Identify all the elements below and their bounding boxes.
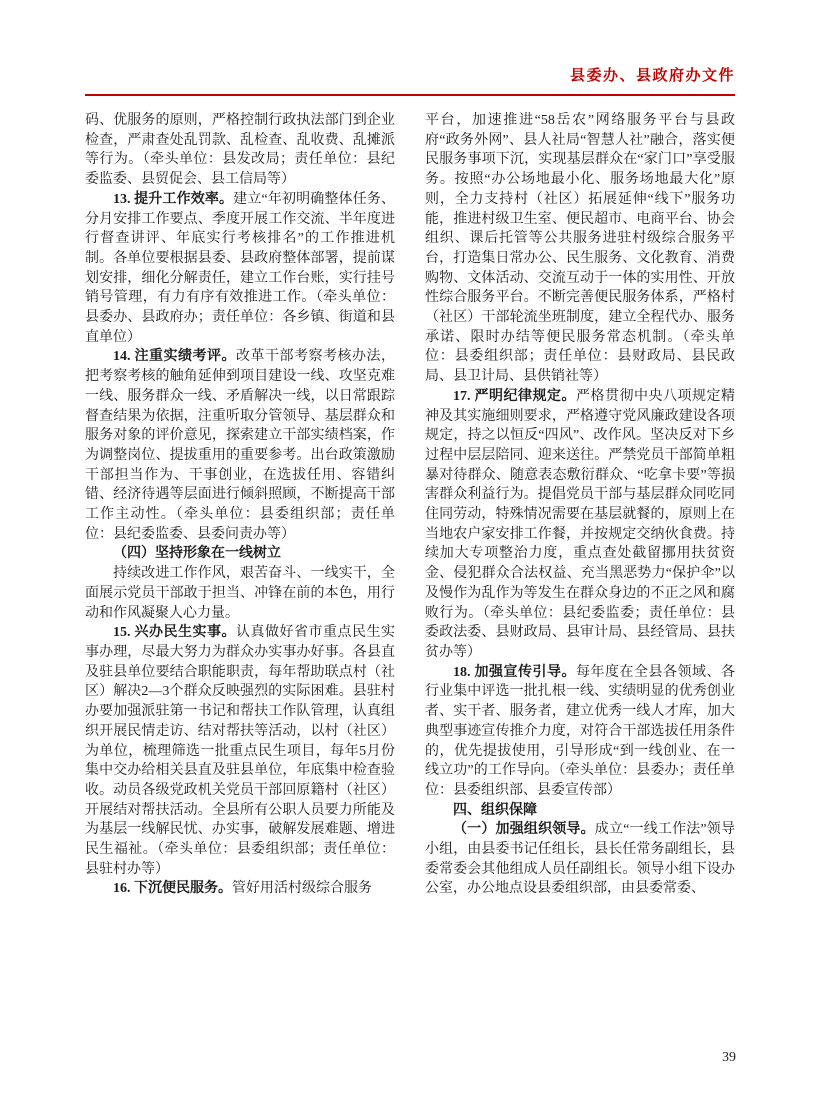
paragraph: 15. 兴办民生实事。认真做好省市重点民生实事办理，尽最大努力为群众办实事办好事。各县直及驻县单位要结合职能职责，每年帮助联点村（社区）解决2—3个群众反映强烈的实际困难。县驻村办要加强派驻第一书记和帮扶工作队管理，认真组织开展民情走访、结对帮扶等活动，以村（社区）为单位，梳理筛选一批重点民生项目，每年5月份集中交办给相关县直及驻县单位，年底集中检查验收。动员各级党政机关党员干部回原籍村（社区）开展结对帮扶活动。全县所有公职人员要力所能及为基层一线解民忧、办实事，破解发展难题、增进民生福祉。（牵头单位：县委组织部；责任单位：县驻村办等） [85, 625, 395, 877]
content-columns [85, 111, 735, 899]
paragraph: （一）加强组织领导。成立“一线工作法”领导小组，由县委书记任组长，县长任常务副组长，县委常委会其他组成人员任副组长。领导小组下设办公室，办公地点设县委组织部，由县委常委、 [425, 822, 735, 897]
section-heading: 四、组织保障 [453, 802, 537, 818]
paragraph: 持续改进工作作风，艰苦奋斗、一线实干，全面展示党员干部敢于担当、冲锋在前的本色，用行动和作风凝聚人心力量。 [85, 566, 395, 621]
paragraph: 平台，加速推进“58岳农”网络服务平台与县政府“政务外网”、县人社局“智慧人社”融合，落实便民服务事项下沉，实现基层群众在“家门口”享受服务。按照“办公场地最小化、服务场地最大化”原则，全力支持村（社区）拓展延伸“线下”服务功能，推进村级卫生室、便民超市、电商平台、协会组织、课后托管等公共服务进驻村级综合服务平台，打造集日常办公、民生服务、文化教育、消费购物、文体活动、交流互动于一体的实用性、开放性综合服务平台。不断完善便民服务体系，严格村（社区）干部轮流坐班制度，建立全程代办、服务承诺、限时办结等便民服务常态机制。（牵头单位：县委组织部；责任单位：县财政局、县民政局、县卫计局、县供销社等） [425, 113, 735, 385]
right-column [425, 111, 735, 899]
left-column [85, 111, 395, 899]
item-lead: 15. 兴办民生实事。 [113, 625, 236, 641]
paragraph: 18. 加强宣传引导。每年度在全县各领域、各行业集中评选一批扎根一线、实绩明显的优秀创业者、实干者、服务者，建立优秀一线人才库，加大典型事迹宣传推介力度，对符合干部选拔任用条件的，优先提拔使用，引导形成“到一线创业、在一线立功”的工作导向。（牵头单位：县委办；责任单位：县委组织部、县委宣传部） [425, 664, 735, 798]
header-title: 县委办、县政府办文件 [569, 67, 735, 84]
paragraph: 13. 提升工作效率。建立“年初明确整体任务、分月安排工作要点、季度开展工作交流、半年度进行督查讲评、年底实行考核排名”的工作推进机制。各单位要根据县委、县政府整体部署，提前谋划安排，细化分解责任，建立工作台账，实行挂号销号管理，有力有序有效推进工作。（牵头单位：县委办、县政府办；责任单位：各乡镇、街道和县直单位） [85, 191, 395, 345]
item-lead: 16. 下沉便民服务。 [113, 881, 232, 897]
item-lead: 18. 加强宣传引导。 [453, 664, 576, 680]
paragraph: 17. 严明纪律规定。严格贯彻中央八项规定精神及其实施细则要求，严格遵守党风廉政建设各项规定，持之以恒反“四风”、改作风。坚决反对下乡过程中层层陪同、迎来送往。严禁党员干部简单粗暴对待群众、随意表态敷衍群众、“吃拿卡要”等损害群众利益行为。提倡党员干部与基层群众同吃同住同劳动，特殊情况需要在基层就餐的，原则上在当地农户家安排工作餐，并按规定交纳伙食费。持续加大专项整治力度，重点查处截留挪用扶贫资金、侵犯群众合法权益、充当黑恶势力“保护伞”以及慢作为乱作为等发生在群众身边的不正之风和腐败行为。（牵头单位：县纪委监委；责任单位：县委政法委、县财政局、县审计局、县经管局、县扶贫办等） [425, 388, 735, 660]
item-lead: （一）加强组织领导。 [453, 822, 595, 838]
item-lead: 17. 严明纪律规定。 [453, 388, 576, 404]
paragraph: 14. 注重实绩考评。改革干部考察考核办法，把考察考核的触角延伸到项目建设一线、攻坚克难一线、服务群众一线、矛盾解决一线，以日常跟踪督查结果为依据，注重听取分管领导、基层群众和服务对象的评价意见，探索建立干部实绩档案，作为调整岗位、提拔重用的重要参考。出台政策激励干部担当作为、干事创业，在选拔任用、容错纠错、经济待遇等层面进行倾斜照顾，不断提高干部工作主动性。（牵头单位：县委组织部；责任单位：县纪委监委、县委问责办等） [85, 349, 395, 542]
page-header [85, 64, 735, 96]
section-heading: （四）坚持形象在一线树立 [113, 546, 281, 562]
item-lead: 14. 注重实绩考评。 [113, 349, 236, 365]
item-lead: 13. 提升工作效率。 [113, 191, 234, 207]
paragraph: 16. 下沉便民服务。管好用活村级综合服务 [113, 881, 372, 897]
page-number: 39 [722, 1050, 736, 1065]
paragraph: 码、优服务的原则，严格控制行政执法部门到企业检查，严肃查处乱罚款、乱检查、乱收费、乱摊派等行为。（牵头单位：县发改局；责任单位：县纪委监委、县贸促会、县工信局等） [85, 113, 395, 188]
